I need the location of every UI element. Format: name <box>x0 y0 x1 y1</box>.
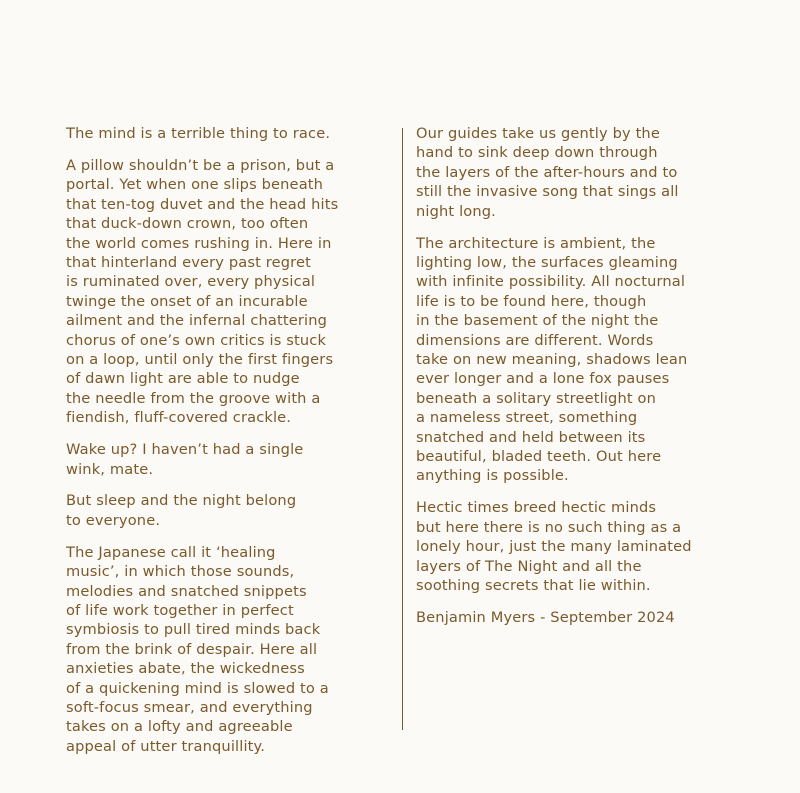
paragraph-sleep-belongs: But sleep and the night belong to everyone. <box>66 492 297 529</box>
paragraph-architecture: The architecture is ambient, the lighting low, the surfaces gleaming with infinite possibility. All nocturnal life is to be found here, though in the basement of the night the dimensions are different. Words take on new meaning, shadows lean ever longer and a lone fox pauses beneath a solitary streetlight on a nameless street, something snatched and held between its beautiful, bladed teeth. Out here anything is possible. <box>416 234 688 485</box>
paragraph-healing-music: The Japanese call it ‘healing music’, in which those sounds, melodies and snatched snippets of life work together in perfect symbiosis to pull tired minds back from the brink of despair. Here all anxieties abate, the wickedness of a quickening mind is slowed to a soft-focus smear, and everything takes on a lofty and agreeable appeal of utter tranquillity. <box>66 543 329 755</box>
column-divider <box>402 128 403 730</box>
paragraph-wake-up: Wake up? I haven’t had a single wink, mate. <box>66 441 304 478</box>
left-column <box>66 124 392 769</box>
paragraph-opening-line: The mind is a terrible thing to race. <box>66 125 331 142</box>
author-signature: Benjamin Myers - September 2024 <box>416 608 675 626</box>
paragraph-guides: Our guides take us gently by the hand to sink deep down through the layers of the after-hours and to still the invasive song that sings all night long. <box>416 125 679 220</box>
paragraph-pillow: A pillow shouldn’t be a prison, but a portal. Yet when one slips beneath that ten-tog duvet and the head hits that duck-down crown, too often the world comes rushing in. Here in that hinterland every past regret is ruminated over, every physical twinge the onset of an incurable ailment and the infernal chattering chorus of one’s own critics is stuck on a loop, until only the first fingers of dawn light are able to nudge the needle from the groove with a fiendish, fluff-covered crackle. <box>66 156 339 427</box>
right-column <box>416 124 746 640</box>
paragraph-hectic-times: Hectic times breed hectic minds but here there is no such thing as a lonely hour, just the many laminated layers of The Night and all the soothing secrets that lie within. <box>416 499 692 594</box>
